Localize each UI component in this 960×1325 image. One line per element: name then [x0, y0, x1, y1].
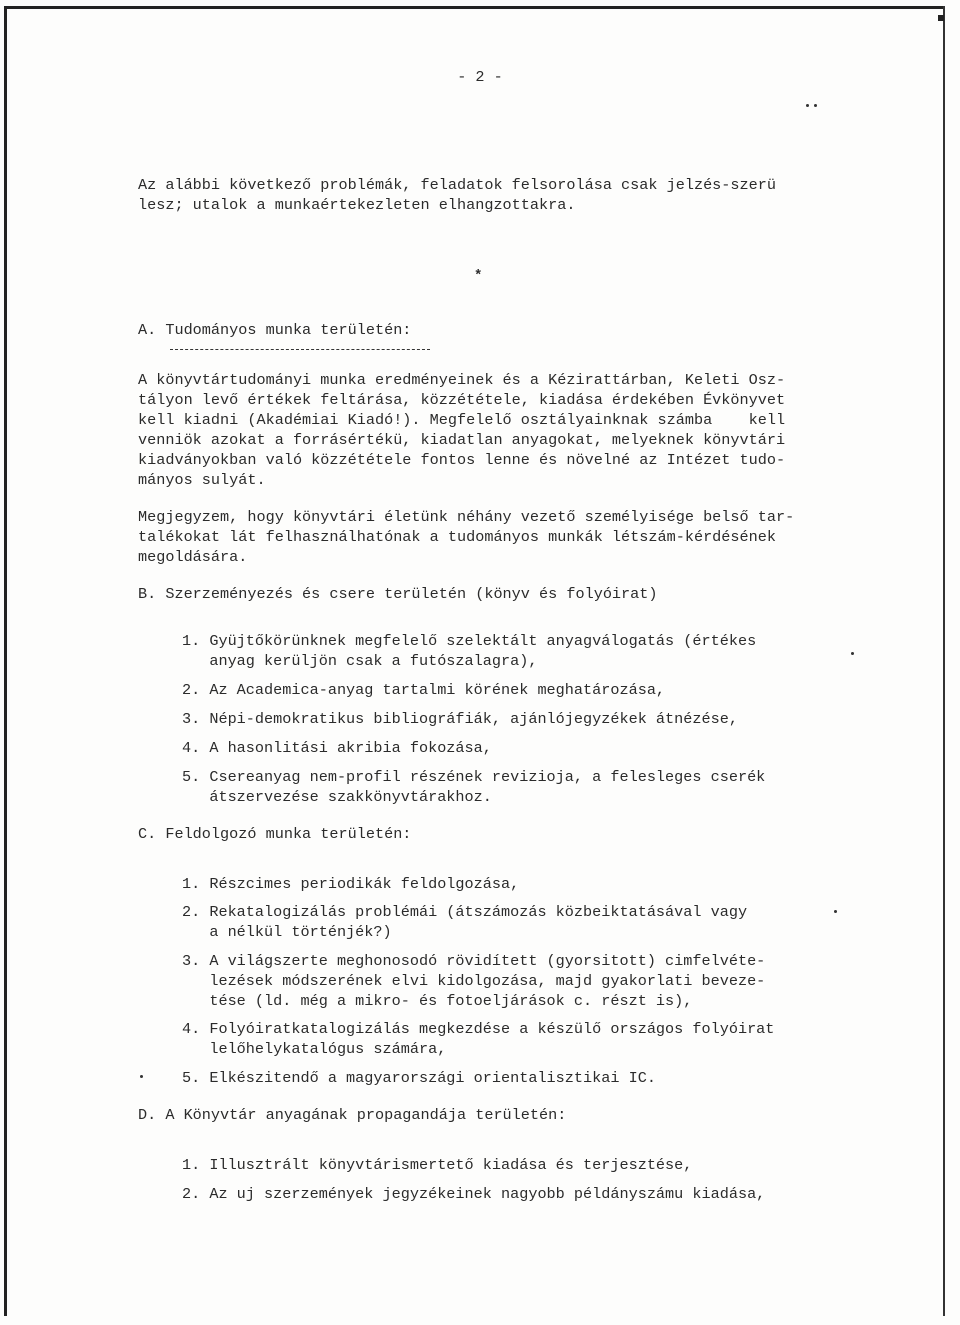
section-a-para1-line: mányos sulyát. [138, 471, 266, 489]
scan-speck [834, 910, 837, 913]
corner-mark [938, 15, 944, 21]
section-b-item: 1. Gyüjtőkörünknek megfelelő szelektált anyagválogatás (értékes [182, 632, 757, 650]
section-a-heading: A. Tudományos munka területén: [138, 321, 412, 339]
scan-speck [851, 652, 854, 655]
section-c-item: 2. Rekatalogizálás problémái (átszámozás közbeiktatásával vagy [182, 903, 748, 921]
section-a-para1-line: A könyvtártudományi munka eredményeinek és a Kézirattárban, Keleti Osz- [138, 371, 786, 389]
section-a-para2-line: talékokat lát felhasználhatónak a tudományos munkák létszám-kérdésének [138, 528, 776, 546]
page-edge-left [4, 6, 7, 1316]
section-b-item-cont: anyag kerüljön csak a futószalagra), [182, 652, 538, 670]
section-c-item-cont: lelőhelykatalógus számára, [182, 1040, 447, 1058]
intro-line-1: Az alábbi következő problémák, feladatok felsorolása csak jelzés-szerü [138, 176, 776, 194]
section-a-para2-line: Megjegyzem, hogy könyvtári életünk néhány vezető személyisége belső tar- [138, 508, 795, 526]
section-d-heading: D. A Könyvtár anyagának propagandája területén: [138, 1106, 567, 1124]
section-c-item: 4. Folyóiratkatalogizálás megkezdése a készülő országos folyóirat [182, 1020, 775, 1038]
section-b-heading: B. Szerzeményezés és csere területén (könyv és folyóirat) [138, 585, 658, 603]
scan-speck [806, 104, 809, 107]
section-b-item: 2. Az Academica-anyag tartalmi körének meghatározása, [182, 681, 666, 699]
section-a-para1-line: tályon levő értékek feltárása, közzététele, kiadása érdekében Évkönyvet [138, 391, 786, 409]
section-d-item: 2. Az uj szerzemények jegyzékeinek nagyobb példányszámu kiadása, [182, 1185, 766, 1203]
section-b-item: 3. Népi-demokratikus bibliográfiák, ajánlójegyzékek átnézése, [182, 710, 738, 728]
section-b-item: 4. A hasonlitási akribia fokozása, [182, 739, 492, 757]
section-c-item-cont: tése (ld. még a mikro- és fotoeljárások c. részt is), [182, 992, 693, 1010]
section-b-item: 5. Csereanyag nem-profil részének revizioja, a felesleges cserék [182, 768, 766, 786]
section-a-para2-line: megoldására. [138, 548, 248, 566]
heading-underline [170, 349, 430, 350]
intro-line-2: lesz; utalok a munkaértekezleten elhangzottakra. [138, 196, 576, 214]
page-edge-right [943, 6, 945, 1316]
section-d-item: 1. Illusztrált könyvtárismertető kiadása és terjesztése, [182, 1156, 693, 1174]
section-b-item-cont: átszervezése szakkönyvtárakhoz. [182, 788, 492, 806]
section-c-heading: C. Feldolgozó munka területén: [138, 825, 412, 843]
section-a-para1-line: kiadványokban való közzététele fontos lenne és növelné az Intézet tudo- [138, 451, 786, 469]
section-c-item-cont: a nélkül történjék?) [182, 923, 392, 941]
asterisk-mark: * [474, 268, 483, 284]
section-c-item: 3. A világszerte meghonosodó rövidített (gyorsitott) cimfelvéte- [182, 952, 766, 970]
section-c-item-cont: lezések módszerének elvi kidolgozása, majd gyakorlati beveze- [182, 972, 766, 990]
section-c-item: 5. Elkészitendő a magyarországi orientalisztikai IC. [182, 1069, 656, 1087]
scan-speck [814, 104, 817, 107]
scan-speck [140, 1075, 143, 1078]
page-number: - 2 - [457, 68, 503, 86]
section-a-para1-line: venniök azokat a forrásértékü, kiadatlan anyagokat, melyeknek könyvtári [138, 431, 786, 449]
section-c-item: 1. Részcimes periodikák feldolgozása, [182, 875, 520, 893]
page-edge-top [4, 6, 944, 9]
section-a-para1-line: kell kiadni (Akadémiai Kiadó!). Megfelelő osztályainknak számba kell [138, 411, 786, 429]
